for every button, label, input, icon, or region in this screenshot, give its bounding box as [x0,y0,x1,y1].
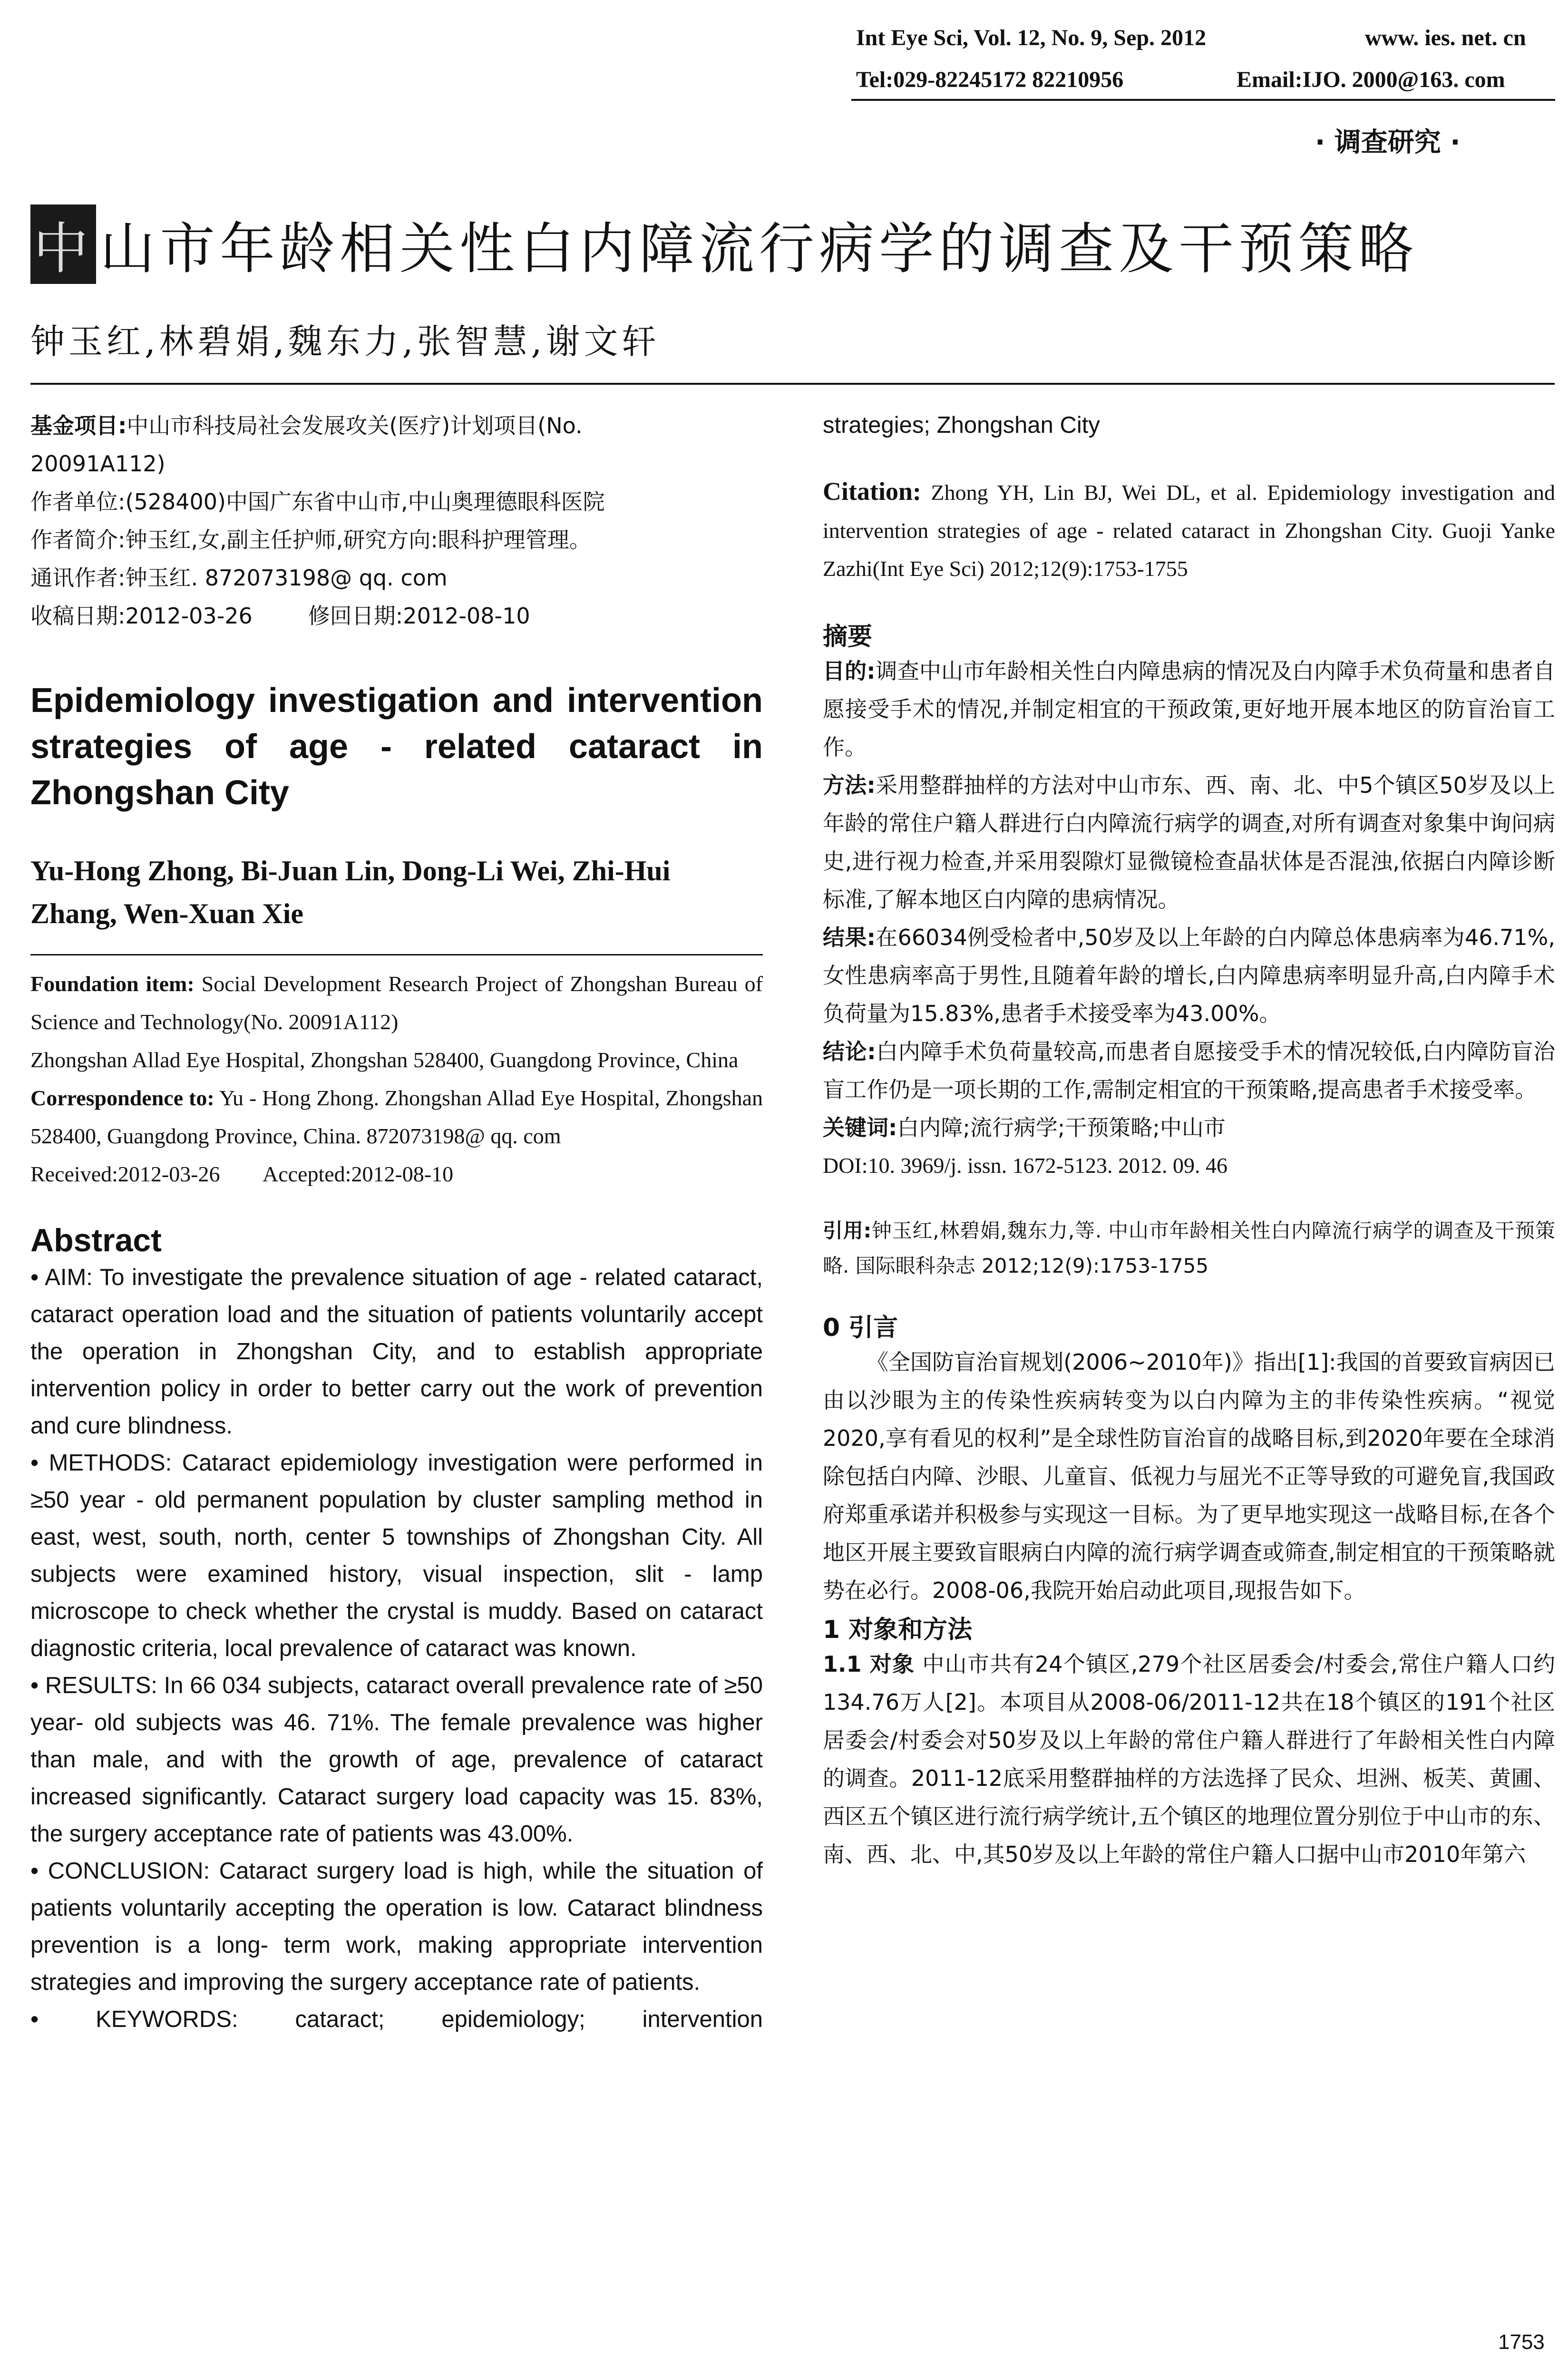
affil-text: (528400)中国广东省中山市,中山奥理德眼科医院 [125,489,605,515]
abstract-keywords [30,2001,763,2038]
article-title-en: Epidemiology investigation and intervention strategies of age - related cataract in Zhongshan City [30,682,763,812]
corr-label: 通讯作者: [30,565,126,591]
funding-info [30,407,763,483]
abstract-methods [30,1444,763,1667]
keywords-text: cataract; epidemiology; intervention [295,2007,763,2032]
affiliation-cn [30,483,763,521]
title-rule [30,383,1555,385]
funding-text-2: 20091A112) [30,451,166,477]
objective-label: 目的: [823,658,876,684]
keywords-cn-label: 关键词: [823,1115,897,1140]
abstract-results [30,1667,763,1852]
foundation-item-en [30,965,763,1041]
corr-text: 钟玉红. 872073198@ qq. com [125,565,448,591]
dates-cn: 收稿日期:2012-03-26 修回日期:2012-08-10 [30,603,530,629]
objective-cn [823,652,1555,766]
methods-text: Cataract epidemiology investigation were performed in ≥50 year - old permanent population by cluster sampling method in east, west, south, north, center 5 townships of Zhongshan City. All subjects were examined history, visual inspection, slit - lamp microscope to check whether the crystal is muddy. Based on cataract diagnostic criteria, local prevalence of cataract was known. [30,1450,763,1661]
method-label: 方法: [823,772,876,798]
subjects-text: 中山市共有24个镇区,279个社区居委会/村委会,常住户籍人口约134.76万人[2]。本项目从2008-06/2011-12共在18个镇区的191个社区居委会/村委会对50岁及以上年龄的常住户籍人群进行了年龄相关性白内障的调查。2011-12底采用整群抽样的方法选择了民众、坦洲、板芙、黄圃、西区五个镇区进行流行病学统计,五个镇区的地理位置分别位于中山市的东、南、西、北、中,其50岁及以上年龄的常住户籍人口据中山市2010年第六 [823,1651,1556,1867]
abstract-cn-heading: 摘要 [823,623,873,651]
authors-en: Yu-Hong Zhong, Bi-Juan Lin, Dong-Li Wei, Zhi-Hui Zhang, Wen-Xuan Xie [30,855,671,929]
title-drop-char: 中 [30,205,96,284]
correspondence-text: Yu - Hong Zhong. Zhongshan Allad Eye Hospital, Zhongshan 528400, Guangdong Province, China. 872073198@ qq. com [30,1086,763,1148]
abstract-aim [30,1259,763,1444]
foundation-label: Foundation item: [30,972,195,996]
correspondence-en [30,1079,763,1155]
affil-label: 作者单位: [30,489,126,515]
conclusion-cn-text: 白内障手术负荷量较高,而患者自愿接受手术的情况较低,白内障防盲治盲工作仍是一项长期的工作,需制定相宜的干预策略,提高患者手术接受率。 [823,1039,1555,1102]
title-rest: 山市年龄相关性白内障流行病学的调查及干预策略 [100,217,1418,281]
introduction-heading: 0 引言 [823,1314,898,1342]
objective-text: 调查中山市年龄相关性白内障患病的情况及白内障手术负荷量和患者自愿接受手术的情况,并制定相宜的干预政策,更好地开展本地区的防盲治盲工作。 [823,658,1556,760]
page-number: 1753 [1498,2330,1545,2354]
journal-email[interactable]: Email:IJO. 2000@163. com [1237,67,1505,92]
results-label: • RESULTS: [30,1673,157,1698]
abstract-conclusion [30,1852,763,2001]
left-column [30,407,763,2038]
citation-cn [823,1213,1555,1284]
funding-text: 中山市科技局社会发展攻关(医疗)计划项目(No. [127,413,583,438]
bio-label: 作者简介: [30,527,126,553]
aim-text: To investigate the prevalence situation of age - related cataract, cataract operation load and the situation of patients voluntarily accept the operation in Zhongshan City, and to establish appropriate intervention policy in order to better carry out the work of prevention and cure blindness. [30,1265,763,1439]
journal-website[interactable]: www. ies. net. cn [1365,25,1526,50]
section-tag: · 调查研究 · [1315,127,1461,158]
foundation-text: Social Development Research Project of Zhongshan Bureau of Science and Technology(No. 20091A112) [30,972,763,1034]
result-cn [823,918,1555,1033]
conclusion-cn [823,1033,1555,1109]
citation-en [823,472,1555,588]
funding-label: 基金项目: [30,413,127,438]
article-title-cn [30,205,1418,284]
header-rule [851,99,1555,101]
aim-label: • AIM: [30,1265,93,1290]
conclusion-label: • CONCLUSION: [30,1858,210,1884]
doi[interactable]: DOI:10. 3969/j. issn. 1672-5123. 2012. 09. 46 [823,1153,1227,1178]
journal-tel: Tel:029-82245172 82210956 [856,67,1124,92]
conclusion-text: Cataract surgery load is high, while the situation of patients voluntarily accepting the operation is low. Cataract blindness prevention is a long- term work, making appropriate intervention strategies and improving the surgery acceptance rate of patients. [30,1858,763,1995]
corresponding-author-cn [30,559,763,597]
keywords-label: • KEYWORDS: [30,2007,238,2032]
correspondence-label: Correspondence to: [30,1086,214,1110]
introduction-text: 《全国防盲治盲规划(2006~2010年)》指出[1]:我国的首要致盲病因已由以沙眼为主的传染性疾病转变为以白内障为主的非传染性疾病。“视觉2020,享有看见的权利”是全球性防盲治盲的战略目标,到2020年要在全球消除包括白内障、沙眼、儿童盲、低视力与屈光不正等导致的可避免盲,我国政府郑重承诺并积极参与实现这一目标。为了更早地实现这一战略目标,在各个地区开展主要致盲眼病白内障的流行病学调查或筛查,制定相宜的干预策略就势在必行。2008-06,我院开始启动此项目,现报告如下。 [823,1349,1555,1603]
subjects-label: 1.1 对象 [823,1651,915,1677]
subjects-paragraph [823,1645,1555,1873]
results-text: In 66 034 subjects, cataract overall prevalence rate of ≥50 year- old subjects was 46. 71%. The female prevalence was higher than male, and with the growth of age, prevalence of cataract increased significantly. Cataract surgery load capacity was 15. 83%, the surgery acceptance rate of patients was 43.00%. [30,1673,763,1847]
conclusion-cn-label: 结论: [823,1039,876,1064]
authors-cn: 钟玉红,林碧娟,魏东力,张智慧,谢文轩 [30,321,660,361]
bio-text: 钟玉红,女,副主任护师,研究方向:眼科护理管理。 [125,527,591,553]
methods-heading: 1 对象和方法 [823,1616,973,1644]
keywords-cn-text: 白内障;流行病学;干预策略;中山市 [897,1115,1226,1140]
method-text: 采用整群抽样的方法对中山市东、西、南、北、中5个镇区50岁及以上年龄的常住户籍人群进行白内障流行病学的调查,对所有调查对象集中询问病史,进行视力检查,并采用裂隙灯显微镜检查晶状体是否混浊,依据白内障诊断标准,了解本地区白内障的患病情况。 [823,772,1555,912]
journal-line: Int Eye Sci, Vol. 12, No. 9, Sep. 2012 [856,25,1207,50]
citation-label: Citation: [823,477,921,506]
keywords-continued: strategies; Zhongshan City [823,412,1100,438]
result-label: 结果: [823,925,876,950]
abstract-heading: Abstract [30,1222,162,1258]
keywords-cn [823,1109,1555,1147]
right-column [823,407,1555,1873]
citation-text: Zhong YH, Lin BJ, Wei DL, et al. Epidemiology investigation and intervention strategies of age - related cataract in Zhongshan City. Guoji Yanke Zazhi(Int Eye Sci) 2012;12(9):1753-1755 [823,480,1556,581]
result-text: 在66034例受检者中,50岁及以上年龄的白内障总体患病率为46.71%,女性患病率高于男性,且随着年龄的增长,白内障患病率明显升高,白内障手术负荷量为15.83%,患者手术接受率为43.00%。 [823,925,1555,1026]
author-bio-cn [30,521,763,559]
method-cn [823,766,1555,918]
cite-cn-text: 钟玉红,林碧娟,魏东力,等. 中山市年龄相关性白内障流行病学的调查及干预策略. 国际眼科杂志 2012;12(9):1753-1755 [823,1219,1555,1277]
cite-cn-label: 引用: [823,1219,872,1242]
affiliation-en: Zhongshan Allad Eye Hospital, Zhongshan 528400, Guangdong Province, China [30,1048,739,1072]
received-en: Received:2012-03-26 Accepted:2012-08-10 [30,1162,454,1186]
methods-label: • METHODS: [30,1450,172,1476]
